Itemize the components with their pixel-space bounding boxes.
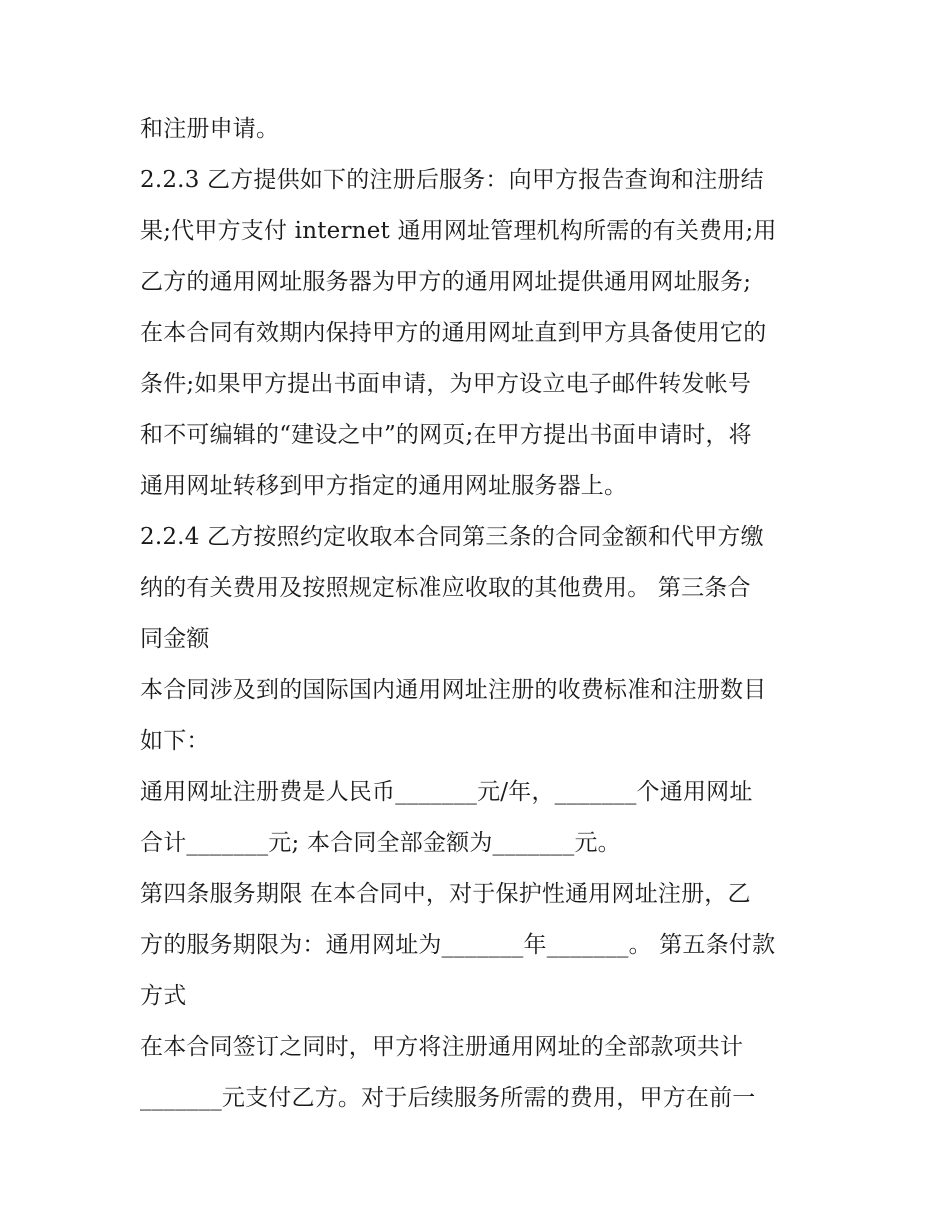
text-line: 通用网址转移到甲方指定的通用网址服务器上。 <box>140 473 628 499</box>
text-line: 本合同涉及到的国际国内通用网址注册的收费标准和注册数目 <box>140 677 767 703</box>
document-body <box>140 104 820 1124</box>
text-line: 纳的有关费用及按照规定标准应收取的其他费用。 第三条合 <box>140 575 751 601</box>
text-line: 和不可编辑的“建设之中”的网页;在甲方提出书面申请时，将 <box>140 422 752 448</box>
text-line: 2.2.4 乙方按照约定收取本合同第三条的合同金额和代甲方缴 <box>140 524 764 550</box>
text-line: 方的服务期限为：通用网址为_______年_______。 第五条付款 <box>140 932 776 958</box>
text-line: 通用网址注册费是人民币_______元/年，_______个通用网址 <box>140 779 753 805</box>
text-line: 乙方的通用网址服务器为甲方的通用网址提供通用网址服务; <box>140 269 752 295</box>
text-line: 和注册申请。 <box>140 116 280 142</box>
text-line: 合计_______元; 本合同全部金额为_______元。 <box>140 830 621 856</box>
text-line: 在本合同有效期内保持甲方的通用网址直到甲方具备使用它的 <box>140 320 767 346</box>
text-line: 同金额 <box>140 626 210 652</box>
text-line: 如下： <box>140 728 210 754</box>
text-line: 在本合同签订之同时，甲方将注册通用网址的全部款项共计 <box>140 1034 744 1060</box>
text-line: 方式 <box>140 983 187 1009</box>
text-line: 第四条服务期限 在本合同中，对于保护性通用网址注册，乙 <box>140 881 751 907</box>
text-line: 2.2.3 乙方提供如下的注册后服务：向甲方报告查询和注册结 <box>140 167 764 193</box>
text-line: _______元支付乙方。对于后续服务所需的费用，甲方在前一 <box>140 1085 756 1111</box>
text-line: 果;代甲方支付 internet 通用网址管理机构所需的有关费用;用 <box>140 218 777 244</box>
text-line: 条件;如果甲方提出书面申请，为甲方设立电子邮件转发帐号 <box>140 371 752 397</box>
